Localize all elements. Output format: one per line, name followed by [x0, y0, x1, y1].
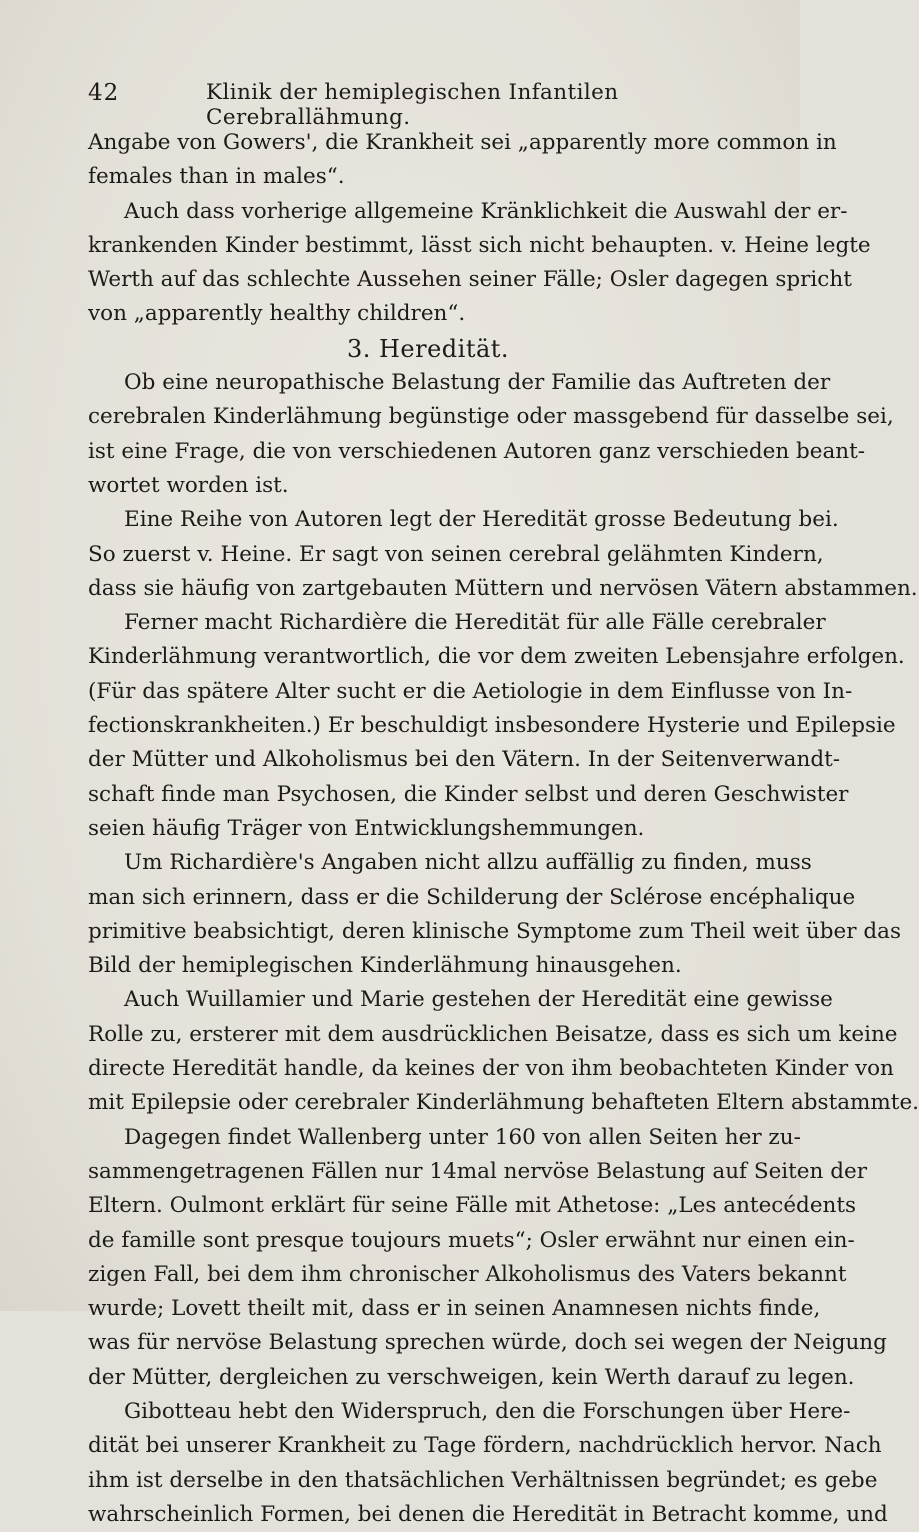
text-line: was für nervöse Belastung sprechen würde, doch sei wegen der Neigung — [88, 1330, 887, 1356]
section-heading: 3. Heredität. — [346, 334, 510, 363]
text-line: Auch Wuillamier und Marie gestehen der Heredität eine gewisse — [124, 987, 833, 1013]
text-line: fectionskrankheiten.) Er beschuldigt insbesondere Hysterie und Epilepsie — [88, 713, 896, 739]
text-line: Auch dass vorherige allgemeine Kränklichkeit die Auswahl der er- — [124, 198, 848, 224]
text-line: primitive beabsichtigt, deren klinische Symptome zum Theil weit über das — [88, 918, 901, 944]
text-line: dass sie häufig von zartgebauten Müttern und nervösen Vätern abstammen. — [88, 575, 918, 601]
text-line: seien häufig Träger von Entwicklungshemmungen. — [88, 815, 645, 841]
running-head: Klinik der hemiplegischen Infantilen Cerebrallähmung. — [206, 80, 619, 130]
text-line: (Für das spätere Alter sucht er die Aetiologie in dem Einflusse von In- — [88, 678, 853, 704]
text-line: wahrscheinlich Formen, bei denen die Heredität in Betracht komme, und — [88, 1501, 888, 1527]
text-line: Ob eine neuropathische Belastung der Familie das Auftreten der — [124, 370, 831, 396]
text-line: females than in males“. — [88, 164, 345, 190]
text-line: man sich erinnern, dass er die Schilderung der Sclérose encéphalique — [88, 884, 856, 910]
page-header — [88, 80, 748, 130]
text-line: directe Heredität handle, da keines der von ihm beobachteten Kinder von — [88, 1056, 894, 1082]
text-line: Kinderlähmung verantwortlich, die vor dem zweiten Lebensjahre erfolgen. — [88, 644, 905, 670]
text-line: von „apparently healthy children“. — [88, 301, 466, 327]
text-line: wortet worden ist. — [88, 472, 289, 498]
text-line: zigen Fall, bei dem ihm chronischer Alkoholismus des Vaters bekannt — [88, 1261, 847, 1287]
body-text — [88, 126, 919, 1532]
text-line: Um Richardière's Angaben nicht allzu auffällig zu finden, muss — [124, 850, 812, 876]
text-line: cerebralen Kinderlähmung begünstige oder massgebend für dasselbe sei, — [88, 404, 894, 430]
text-line: ist eine Frage, die von verschiedenen Autoren ganz verschieden beant- — [88, 438, 866, 464]
text-line: Bild der hemiplegischen Kinderlähmung hinausgehen. — [88, 953, 682, 979]
text-line: sammengetragenen Fällen nur 14mal nervöse Belastung auf Seiten der — [88, 1158, 867, 1184]
text-line: Angabe von Gowers', die Krankheit sei „apparently more common in — [88, 130, 837, 155]
text-line: der Mütter und Alkoholismus bei den Vätern. In der Seitenverwandt- — [88, 747, 841, 773]
page-number: 42 — [88, 80, 120, 106]
text-line: ihm ist derselbe in den thatsächlichen Verhältnissen begründet; es gebe — [88, 1467, 878, 1493]
text-line: de famille sont presque toujours muets“; Osler erwähnt nur einen ein- — [88, 1227, 855, 1253]
text-line: Eine Reihe von Autoren legt der Heredität grosse Bedeutung bei. — [124, 507, 839, 533]
text-line: Werth auf das schlechte Aussehen seiner Fälle; Osler dagegen spricht — [88, 267, 852, 293]
text-line: Ferner macht Richardière die Heredität für alle Fälle cerebraler — [124, 610, 826, 636]
text-line: So zuerst v. Heine. Er sagt von seinen cerebral gelähmten Kindern, — [88, 541, 824, 567]
text-line: der Mütter, dergleichen zu verschweigen, kein Werth darauf zu legen. — [88, 1364, 855, 1390]
text-line: dität bei unserer Krankheit zu Tage fördern, nachdrücklich hervor. Nach — [88, 1433, 882, 1459]
text-line: schaft finde man Psychosen, die Kinder selbst und deren Geschwister — [88, 781, 849, 807]
text-line: Dagegen findet Wallenberg unter 160 von allen Seiten her zu- — [124, 1124, 801, 1150]
text-line: wurde; Lovett theilt mit, dass er in seinen Anamnesen nichts finde, — [88, 1296, 821, 1322]
text-line: Gibotteau hebt den Widerspruch, den die Forschungen über Here- — [124, 1398, 851, 1424]
text-line: mit Epilepsie oder cerebraler Kinderlähmung behafteten Eltern abstammte. — [88, 1090, 919, 1116]
text-line: krankenden Kinder bestimmt, lässt sich nicht behaupten. v. Heine legte — [88, 232, 871, 258]
text-line: Eltern. Oulmont erklärt für seine Fälle mit Athetose: „Les antecédents — [88, 1193, 857, 1219]
text-line: Rolle zu, ersterer mit dem ausdrücklichen Beisatze, dass es sich um keine — [88, 1021, 898, 1047]
